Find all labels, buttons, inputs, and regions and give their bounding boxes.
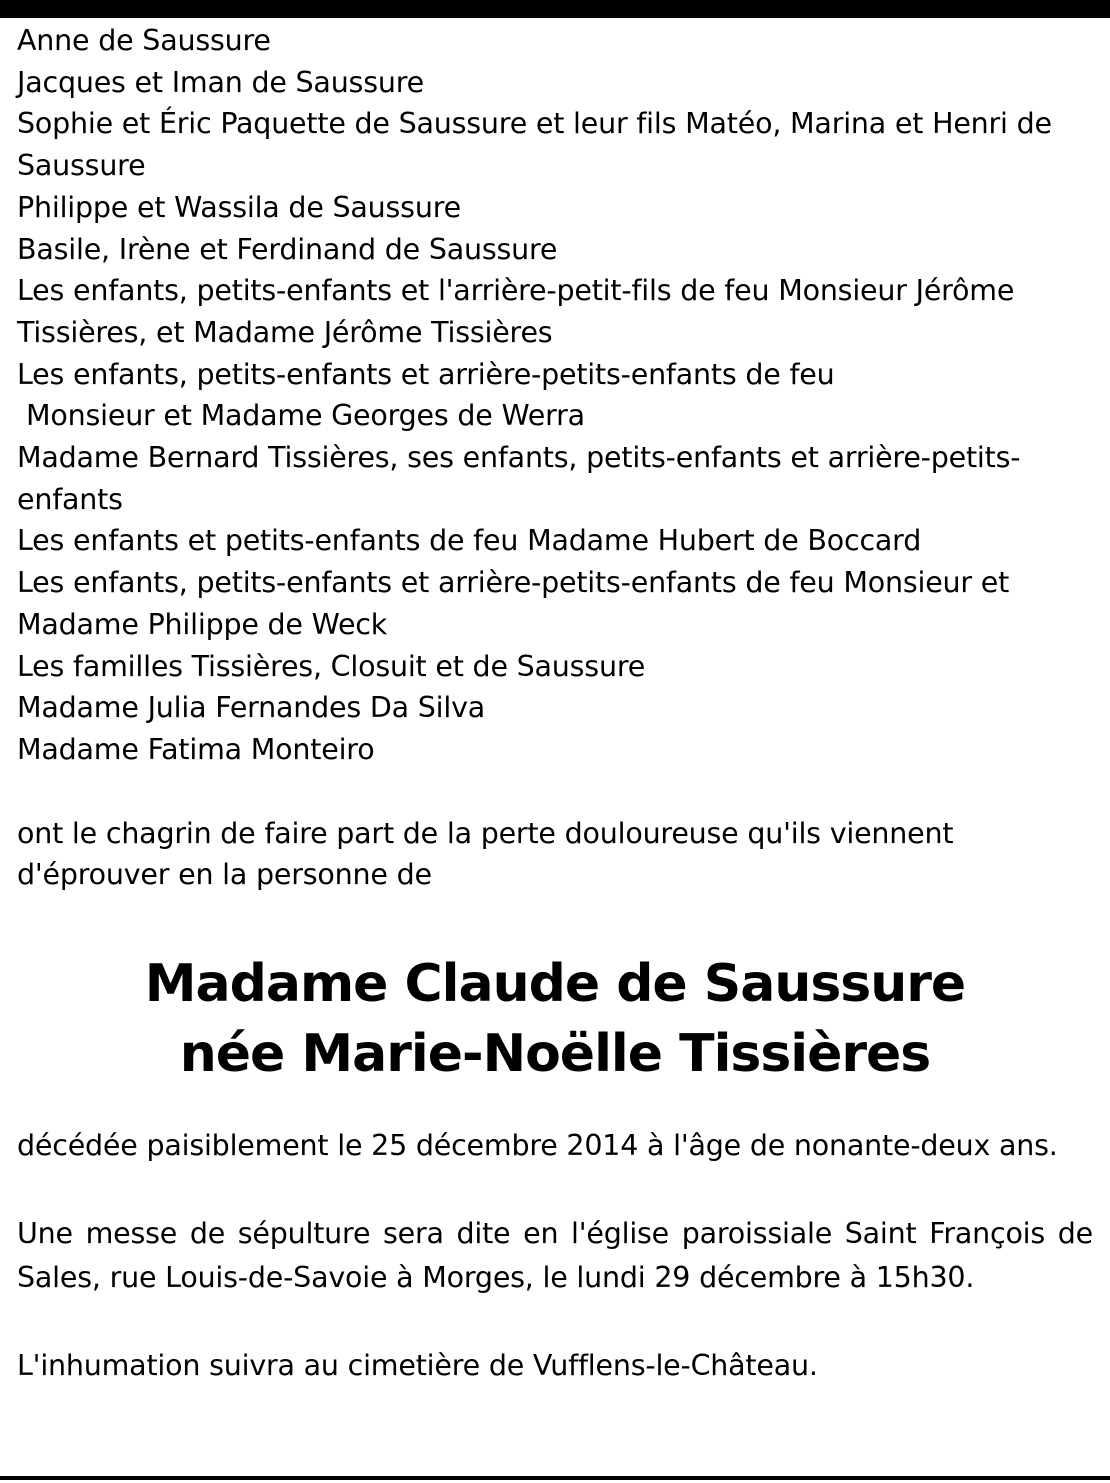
deceased-name — [17, 949, 1093, 1089]
family-entry: Basile, Irène et Ferdinand de Saussure — [17, 232, 558, 266]
top-divider — [0, 0, 1110, 18]
death-notice: décédée paisiblement le 25 décembre 2014 à l'âge de nonante-deux ans. — [17, 1129, 1058, 1163]
family-entry: Les enfants, petits-enfants et l'arrière-petit-fils de feu Monsieur Jérôme Tissières, et Madame Jérôme Tissières — [17, 274, 1015, 349]
bottom-divider — [0, 1476, 1110, 1480]
family-entry: Anne de Saussure — [17, 24, 271, 57]
deceased-maiden-name: née Marie-Noëlle Tissières — [179, 1024, 931, 1085]
family-entry: Les familles Tissières, Closuit et de Saussure — [17, 649, 646, 683]
obituary-notice — [17, 20, 1093, 1388]
family-entry: Jacques et Iman de Saussure — [17, 65, 424, 99]
deceased-name-line: Madame Claude de Saussure — [144, 954, 966, 1015]
family-entry: Les enfants, petits-enfants et arrière-petits-enfants de feu — [17, 357, 835, 391]
announcement-intro: ont le chagrin de faire part de la perte douloureuse qu'ils viennent d'éprouver en la personne de — [17, 816, 954, 892]
family-entry: Monsieur et Madame Georges de Werra — [26, 399, 585, 433]
burial-notice: L'inhumation suivra au cimetière de Vufflens-le-Château. — [17, 1349, 818, 1383]
family-entry: Les enfants et petits-enfants de feu Madame Hubert de Boccard — [17, 524, 922, 558]
funeral-mass-notice: Une messe de sépulture sera dite en l'église paroissiale Saint François de Sales, rue Louis-de-Savoie à Morges, le lundi 29 décembre à 15h30. — [17, 1217, 1093, 1295]
family-entry: Madame Bernard Tissières, ses enfants, petits-enfants et arrière-petits-enfants — [17, 441, 1021, 516]
family-entry: Madame Fatima Monteiro — [17, 732, 375, 766]
family-entry: Madame Julia Fernandes Da Silva — [17, 691, 486, 725]
family-entry: Les enfants, petits-enfants et arrière-petits-enfants de feu Monsieur et Madame Philippe de Weck — [17, 566, 1010, 641]
family-entry: Sophie et Éric Paquette de Saussure et leur fils Matéo, Marina et Henri de Saussure — [17, 107, 1052, 183]
family-list — [17, 20, 1093, 771]
family-entry: Philippe et Wassila de Saussure — [17, 190, 461, 224]
